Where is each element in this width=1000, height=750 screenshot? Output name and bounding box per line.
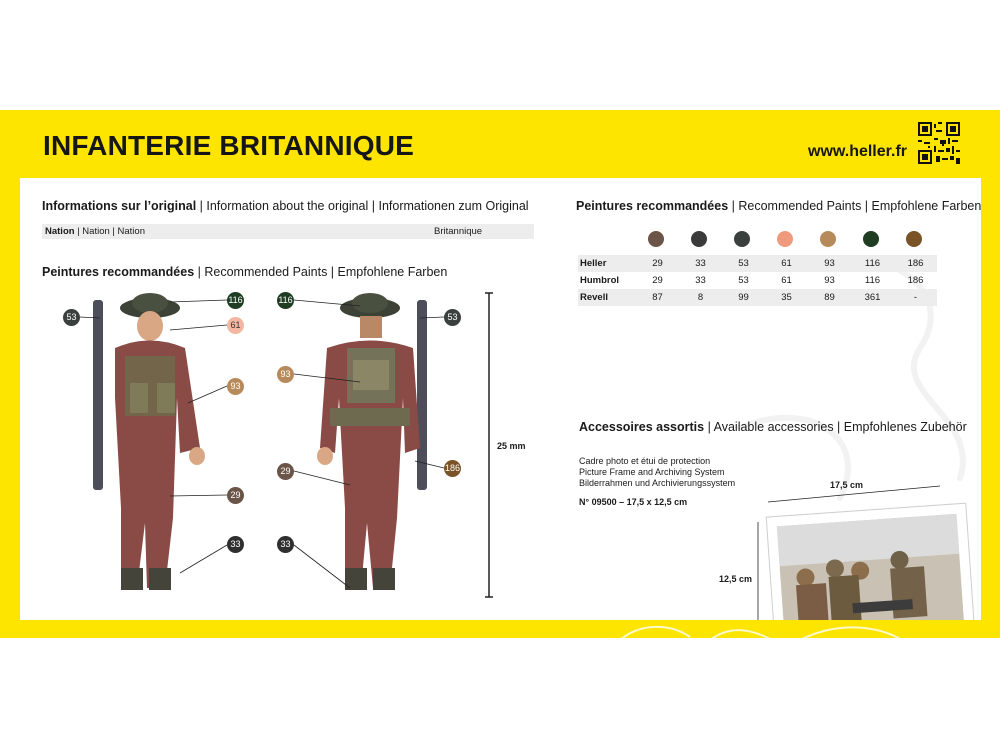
figure-paints-heading: Peintures recommandées | Recommended Paints | Empfohlene Farben: [42, 265, 448, 279]
table-row: Heller 29 33 53 61 93 116 186: [578, 255, 937, 272]
back-callout: 53: [444, 309, 461, 326]
decorative-swirl-bottom: [600, 615, 1000, 640]
nation-row: Nation | Nation | Nation Britannique: [42, 224, 534, 239]
back-callout: 93: [277, 366, 294, 383]
front-callout: 61: [227, 317, 244, 334]
paint-swatch: [734, 231, 750, 247]
back-callout: 33: [277, 536, 294, 553]
info-heading: Informations sur l’original | Information about the original | Informationen zum Original: [42, 199, 529, 213]
paint-table-heading: Peintures recommandées | Recommended Paints | Empfohlene Farben: [576, 199, 981, 213]
paint-swatch: [863, 231, 879, 247]
front-callout: 93: [227, 378, 244, 395]
front-callout: 116: [227, 292, 244, 309]
paint-swatch: [820, 231, 836, 247]
paint-swatch: [777, 231, 793, 247]
qr-code-icon: [918, 122, 960, 164]
table-row: Humbrol 29 33 53 61 93 116 186: [580, 275, 924, 286]
accessories-description: Cadre photo et étui de protection Picture Frame and Archiving System Bilderrahmen und Archivierungssystem: [579, 456, 736, 488]
accessories-heading: Accessoires assortis | Available accessories | Empfohlenes Zubehör: [579, 420, 967, 434]
back-callout: 29: [277, 463, 294, 480]
paint-reference-table: [578, 255, 937, 306]
figure-height-label: 25 mm: [497, 441, 526, 451]
callout-leader-lines: [20, 178, 560, 620]
table-row: Revell 87 8 99 35 89 361 -: [578, 289, 937, 306]
front-callout: 33: [227, 536, 244, 553]
front-callout: 53: [63, 309, 80, 326]
paint-swatch: [691, 231, 707, 247]
back-callout: 116: [277, 292, 294, 309]
back-callout: 186: [444, 460, 461, 477]
website-link[interactable]: www.heller.fr: [808, 143, 907, 160]
nation-label: Nation: [45, 226, 75, 237]
frame-height-label: 12,5 cm: [719, 574, 753, 584]
frame-width-label: 17,5 cm: [830, 480, 864, 490]
content-panel: [20, 178, 981, 620]
paint-swatch: [906, 231, 922, 247]
front-callout: 29: [227, 487, 244, 504]
page-title: INFANTERIE BRITANNIQUE: [43, 130, 414, 161]
picture-frame-illustration: [750, 478, 981, 620]
paint-swatch: [648, 231, 664, 247]
nation-value: Britannique: [434, 226, 483, 237]
accessories-reference: N° 09500 – 17,5 x 12,5 cm: [579, 497, 688, 507]
